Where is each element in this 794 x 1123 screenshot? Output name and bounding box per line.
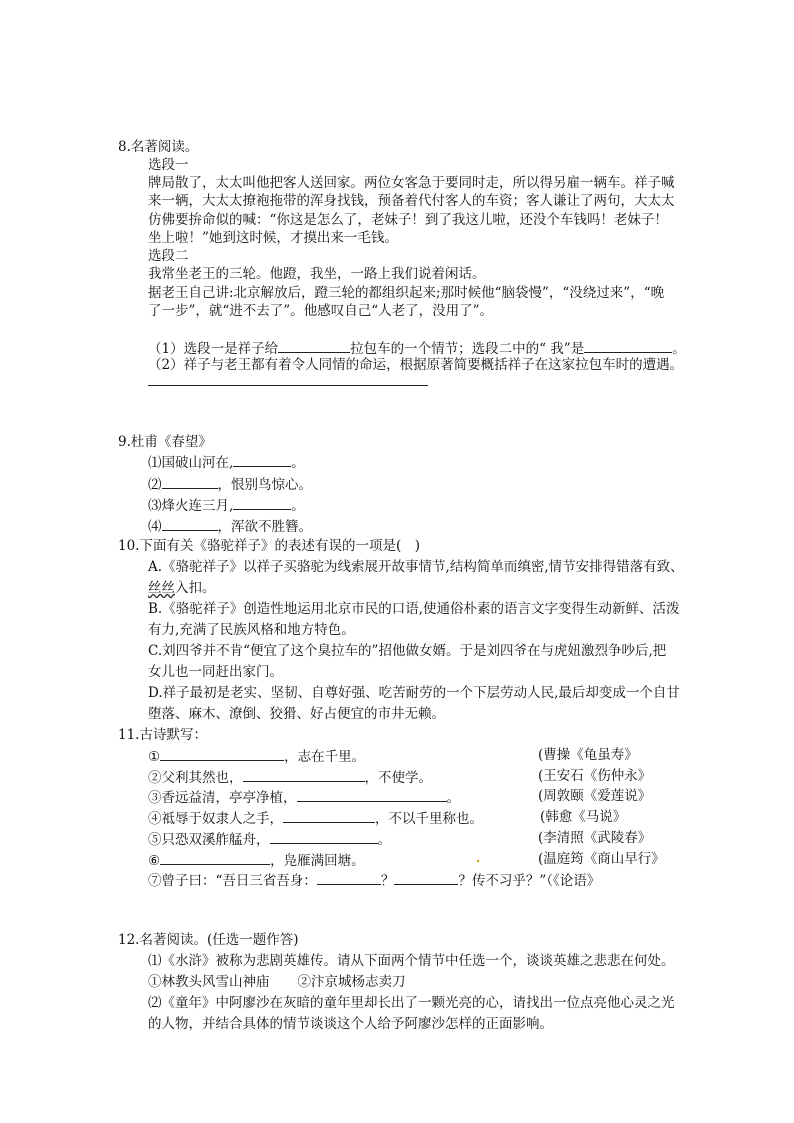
q10-option-a: A.《骆驼祥子》以祥子买骆驼为线索展开故事情节,结构简单而缜密,情节安排得错落有致、 xyxy=(148,559,684,575)
q9-item xyxy=(148,516,312,537)
q12-subquestion-1: ⑴《水浒》被称为悲剧英雄传。请从下面两个情节中任选一个，谈谈英雄之悲悲在何处。 xyxy=(148,953,675,969)
q11-title: 11.古诗默写： xyxy=(118,727,207,743)
q8-selection1-label: 选段一 xyxy=(148,157,189,173)
q11-source: (温庭筠《商山早行》 xyxy=(538,851,665,867)
q11-row-pre: ②父利其然也， xyxy=(148,770,243,786)
answer-blank[interactable] xyxy=(233,452,291,467)
q12-option-2: ②汴京城杨志卖刀 xyxy=(297,974,406,990)
q9-item-post: 。 xyxy=(291,498,305,514)
q8-sub1-text-a: （1）选段一是祥子给 xyxy=(148,341,279,357)
q11-row7-a: ⑦曾子曰：“吾日三省吾身： xyxy=(148,873,317,889)
answer-blank[interactable] xyxy=(297,787,447,802)
q11-row-7 xyxy=(148,870,600,891)
q8-selection2-line: 了一步”，就“进不去了”。他感叹自己“人老了，没用了”。 xyxy=(148,303,494,319)
q9-item xyxy=(148,452,305,473)
q11-row xyxy=(148,850,365,871)
q11-row xyxy=(148,808,483,829)
q8-selection1-line: 仿佛要拚命似的喊：“你这是怎么了，老妹子！到了我这儿啦，还没个车钱吗！老妹子！ xyxy=(148,212,668,228)
q9-item xyxy=(148,474,312,495)
answer-blank[interactable] xyxy=(162,474,218,489)
q11-row-mid: 。 xyxy=(446,790,460,806)
answer-blank[interactable] xyxy=(233,495,291,510)
q8-sub1-text-b: 拉包车的一个情节；选段二中的“ 我”是 xyxy=(350,341,585,357)
q11-row7-c: ？传不习乎？”（《论语》 xyxy=(458,873,601,889)
q9-item-pre: ⑴国破山河在, xyxy=(148,455,234,471)
answer-blank[interactable] xyxy=(160,746,284,761)
q11-row-pre: ⑥ xyxy=(148,853,161,869)
q10-option-c-cont: 女儿也一同赶出家门。 xyxy=(148,664,283,680)
q11-row-pre: ① xyxy=(148,749,161,765)
q8-selection1-line: 坐上啦！”她到这时候，才摸出来一毛钱。 xyxy=(148,230,398,246)
answer-blank[interactable] xyxy=(394,870,458,885)
q11-source: (周敦颐《爱莲说》 xyxy=(538,788,652,804)
q9-item-pre: ⑵ xyxy=(148,477,162,493)
q9-item-post: ，恨别鸟惊心。 xyxy=(217,477,312,493)
q11-row-pre: ③香远益清，亭亭净植， xyxy=(148,790,297,806)
q12-options xyxy=(148,973,406,992)
answer-blank[interactable] xyxy=(317,870,381,885)
q11-row-mid: ，不使学。 xyxy=(364,770,432,786)
q11-row7-b: ？ xyxy=(380,873,395,889)
q10-option-d: D.祥子最初是老实、坚韧、自尊好强、吃苦耐劳的一个下层劳动人民,最后却变成一个自甘 xyxy=(148,685,680,701)
q10-option-d-cont: 堕落、麻木、潦倒、狡猾、好占便宜的市井无赖。 xyxy=(148,706,445,722)
answer-blank[interactable] xyxy=(278,338,350,353)
answer-line[interactable] xyxy=(148,385,428,386)
answer-blank[interactable] xyxy=(584,338,672,353)
q11-row xyxy=(148,787,460,808)
q9-item-pre: ⑷ xyxy=(148,519,162,535)
q9-item-post: 。 xyxy=(291,455,305,471)
q11-source: (韩愈《马说》 xyxy=(540,809,627,825)
q8-title: 8.名著阅读。 xyxy=(118,139,199,155)
stray-mark xyxy=(477,860,479,862)
answer-blank[interactable] xyxy=(283,808,375,823)
q8-subquestion-2: （2）祥子与老王都有着令人同情的命运，根据原著简要概括祥子在这家拉包车时的遭遇。 xyxy=(148,357,684,373)
wavy-underlined-word: 丝丝 xyxy=(148,580,175,596)
q11-row-mid: ，凫雁满回塘。 xyxy=(270,853,365,869)
q9-title: 9.杜甫《春望》 xyxy=(118,434,212,450)
q10-option-b: B.《骆驼祥子》创造性地运用北京市民的口语,使通俗朴素的语言文字变得生动新鲜、活泼 xyxy=(148,601,680,617)
answer-blank[interactable] xyxy=(243,767,365,782)
q12-option-1: ①林教头风雪山神庙 xyxy=(148,974,270,990)
q11-row xyxy=(148,746,365,767)
q8-sub1-text-c: 。 xyxy=(672,341,686,357)
q11-row-mid: ，不以千里称也。 xyxy=(375,811,483,827)
q8-selection1-line: 来一辆，大太太撩袍拖带的浑身找钱，预备着代付客人的车资；客人谦让了两句，大太太 xyxy=(148,193,675,209)
q11-source: (曹操《龟虽寿》 xyxy=(538,747,638,763)
q8-selection2-line: 据老王自己讲:北京解放后，蹬三轮的都组织起来;那时候他“脑袋慢”，“没绕过来”，“晚 xyxy=(148,285,665,301)
q12-subquestion-2-cont: 的人物，并结合具体的情节谈谈这个人给予阿廖沙怎样的正面影响。 xyxy=(148,1016,553,1032)
q10-option-c: C.刘四爷并不肯“便宜了这个臭拉车的”招他做女婿。于是刘四爷在与虎妞激烈争吵后,把 xyxy=(148,643,667,659)
q12-title: 12.名著阅读。(任选一题作答) xyxy=(118,932,299,948)
q11-source: (李清照《武陵春》 xyxy=(538,830,652,846)
q8-selection1-line: 牌局散了，太太叫他把客人送回家。两位女客急于要同时走，所以得另雇一辆车。祥子喊 xyxy=(148,175,675,191)
answer-blank[interactable] xyxy=(270,829,378,844)
q11-row-pre: ④祗辱于奴隶人之手， xyxy=(148,811,283,827)
q12-subquestion-2: ⑵《童年》中阿廖沙在灰暗的童年里却长出了一颗光亮的心，请找出一位点亮他心灵之光 xyxy=(148,995,675,1011)
q10-option-a-cont xyxy=(148,579,216,598)
q11-row-mid: ，志在千里。 xyxy=(284,749,366,765)
q9-item xyxy=(148,495,305,516)
q10-option-a-rest: 入扣。 xyxy=(175,580,216,596)
answer-blank[interactable] xyxy=(162,516,218,531)
q8-selection2-label: 选段二 xyxy=(148,248,189,264)
q11-row-pre: ⑤只恐双溪舴艋舟， xyxy=(148,832,270,848)
q9-item-post: ，浑欲不胜簪。 xyxy=(217,519,312,535)
q11-source: (王安石《伤仲永》 xyxy=(538,768,652,784)
q11-row xyxy=(148,829,391,850)
q11-row-mid: 。 xyxy=(377,832,391,848)
q10-title: 10.下面有关《骆驼祥子》的表述有误的一项是( ) xyxy=(118,538,421,554)
q9-item-pre: ⑶烽火连三月, xyxy=(148,498,234,514)
q8-selection2-line: 我常坐老王的三轮。他蹬，我坐，一路上我们说着闲话。 xyxy=(148,266,486,282)
q10-option-b-cont: 有力,充满了民族风格和地方特色。 xyxy=(148,622,355,638)
answer-blank[interactable] xyxy=(160,850,270,865)
q11-row xyxy=(148,767,432,788)
